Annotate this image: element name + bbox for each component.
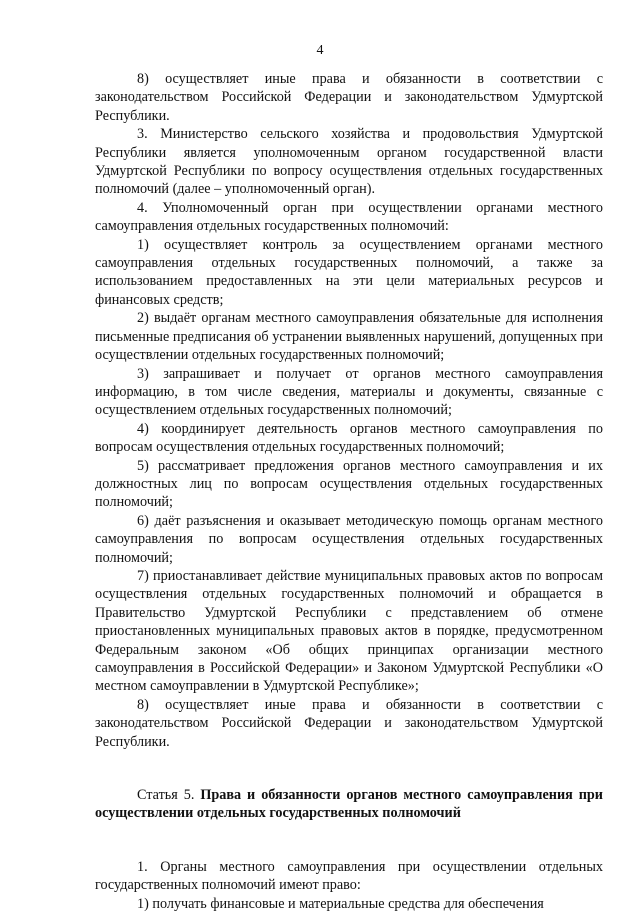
page-number: 4 (316, 43, 324, 58)
paragraph-section-3: 3. Министерство сельского хозяйства и продовольствия Удмуртской Республики является уполномоченным органом государственной власти Удмуртской Республики по вопросу осуществления отдельных государственных полномочий (далее – уполномоченный орган). (95, 126, 603, 198)
paragraph-item-2: 2) выдаёт органам местного самоуправления обязательные для исполнения письменные предписания об устранении выявленных нарушений, допущенных при осуществлении отдельных государственных полномочий; (95, 310, 603, 364)
paragraph-article5-section-1: 1. Органы местного самоуправления при осуществлении отдельных государственных полномочий имеют право: (95, 858, 603, 894)
article-title: Права и обязанности органов местного самоуправления при осуществлении отдельных государственных полномочий (95, 787, 603, 822)
paragraph-item-4: 4) координирует деятельность органов местного самоуправления по вопросам осуществления отдельных государственных полномочий; (95, 420, 603, 456)
paragraph-item-5: 5) рассматривает предложения органов местного самоуправления и их должностных лиц по вопросам осуществления отдельных государственных полномочий; (95, 457, 603, 511)
article-heading (95, 786, 603, 823)
article-prefix: Статья 5. (137, 787, 201, 804)
paragraph-item-8-top: 8) осуществляет иные права и обязанности в соответствии с законодательством Российской Федерации и законодательством Удмуртской Республики. (95, 71, 603, 124)
paragraph-item-3: 3) запрашивает и получает от органов местного самоуправления информацию, в том числе сведения, материалы и документы, связанные с осуществлением отдельных государственных полномочий; (95, 365, 603, 419)
paragraph-section-4: 4. Уполномоченный орган при осуществлении органами местного самоуправления отдельных государственных полномочий: (95, 199, 603, 235)
paragraph-item-6: 6) даёт разъяснения и оказывает методическую помощь органам местного самоуправления по вопросам осуществления отдельных государственных полномочий; (95, 512, 603, 566)
paragraph-item-1: 1) осуществляет контроль за осуществлением органами местного самоуправления отдельных государственных полномочий, а также за использованием предоставленных на эти цели материальных ресурсов и финансовых средств; (95, 236, 603, 308)
document-body (95, 70, 603, 913)
paragraph-article5-item-1: 1) получать финансовые и материальные средства для обеспечения (137, 895, 544, 912)
paragraph-item-7: 7) приостанавливает действие муниципальных правовых актов по вопросам осуществления отдельных государственных полномочий и обращается в Правительство Удмуртской Республики с представлением об отмене приостановленных муниципальных правовых актов в порядке, предусмотренном Федеральным законом «Об общих принципах организации местного самоуправления в Российской Федерации» и Законом Удмуртской Республики «О местном самоуправлении в Удмуртской Республике»; (95, 567, 603, 695)
paragraph-item-8: 8) осуществляет иные права и обязанности в соответствии с законодательством Российской Федерации и законодательством Удмуртской Республики. (95, 696, 603, 750)
